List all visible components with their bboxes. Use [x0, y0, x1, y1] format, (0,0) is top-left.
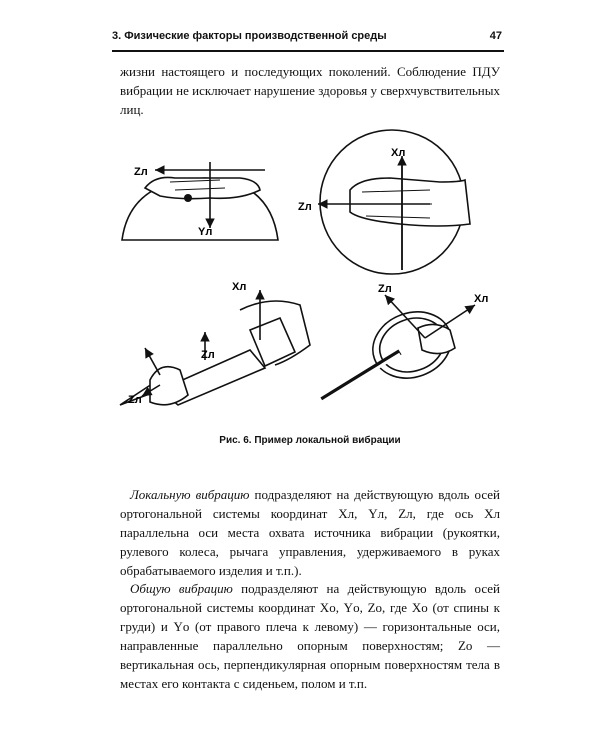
label-z-panel3-hand: Zл	[128, 394, 142, 406]
general-vibration-paragraph	[120, 579, 500, 693]
label-z-panel1: Zл	[134, 166, 148, 178]
hand-tool-drawing	[120, 290, 310, 405]
label-x-panel4: Xл	[474, 293, 489, 305]
label-z-panel2: Zл	[298, 201, 312, 213]
chapter-title: 3. Физические факторы производственной среды	[112, 30, 387, 42]
local-vibration-text: подразделяют на действующую вдоль осей ортогональной системы координат Xл, Yл, Zл, где ось Xл параллельна оси места охвата источника вибрации (рукоятки, рулевого колеса, рычага управления, удерживаемого в руках обрабатываемого изделия и т.п.).	[120, 487, 500, 578]
general-vibration-term: Общую вибрацию	[130, 581, 233, 596]
label-y-panel1: Yл	[198, 226, 213, 238]
local-vibration-paragraph	[120, 485, 500, 580]
general-vibration-text: подразделяют на действующую вдоль осей ортогональной системы координат Xо, Yо, Zо, где Xо (от спины к груди) и Yо (от правого плеча к левому) — горизонтальные оси, направленные параллельно опорным поверхностям; Zо — вертикальная ось, перпендикулярная опорным поверхностям тела в местах его контакта с сиденьем, полом и т.п.	[120, 581, 500, 691]
running-head	[112, 30, 502, 42]
vibration-figure	[100, 120, 520, 435]
label-z-panel3-tool: Zл	[201, 349, 215, 361]
label-z-panel4: Zл	[378, 283, 392, 295]
local-vibration-term: Локальную вибрацию	[130, 487, 250, 502]
header-rule	[112, 50, 504, 52]
figure-caption: Рис. 6. Пример локальной вибрации	[219, 435, 401, 446]
label-x-panel2: Xл	[391, 147, 406, 159]
label-x-panel3: Xл	[232, 281, 247, 293]
intro-paragraph: жизни настоящего и последующих поколений. Соблюдение ПДУ вибрации не исключает нарушение здоровья у сверхчувствительных лиц.	[120, 64, 500, 117]
steering-wheel-drawing	[322, 295, 475, 402]
page-number: 47	[489, 30, 502, 42]
